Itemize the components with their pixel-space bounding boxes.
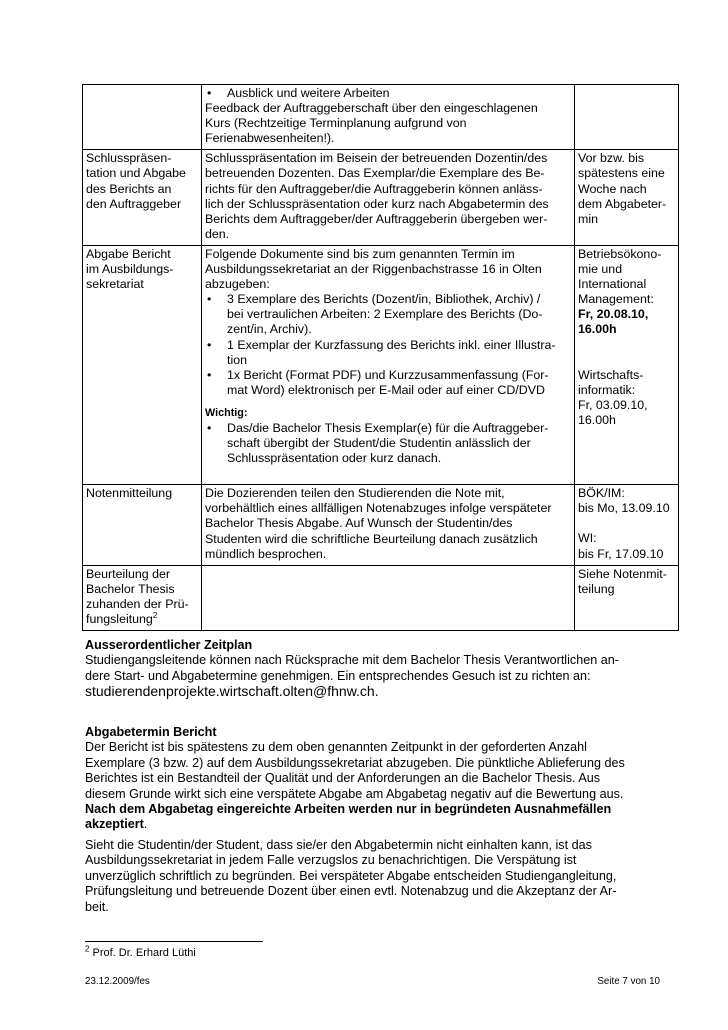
table-cell-description: Folgende Dokumente sind bis zum genannten Termin im Ausbildungssekretariat an der Riggenbachstrasse 16 in Olten abzugeben: • 3 Exemplare des Berichts (Dozent/in, Bibliothek, Archiv) / bei vertraulichen Arbeiten: 2 Exemplare des Berichts (Do- zent/in, Archiv). • 1 Exemplar der Kurzfassung des Berichts inkl. einer Illustra- tion • 1x Bericht (Format PDF) und Kurzzusammenfassung (For- mat Word) elektronisch per E-Mail oder auf einer CD/DVD Wichtig: • Das/die Bachelor Thesis Exemplar(e) für die Auftraggeber- schaft übergibt der Student/die Studentin anlässlich der Schlusspräsentation oder kurz danach.: [202, 245, 575, 484]
text-line: Kurs (Rechtzeitige Terminplanung aufgrund von: [205, 116, 467, 131]
footer-date: 23.12.2009/fes: [85, 976, 150, 987]
table-row: [83, 150, 679, 246]
section-submission-deadline: Abgabetermin Bericht Der Bericht ist bis spätestens zu dem oben genannten Zeitpunkt in der geforderten Anzahl Exemplare (3 bzw. 2) auf dem Ausbildungssekretariat abzugeben. Die pünktliche Ablieferung des Berichtes ist ein Bestandteil der Qualität und der Anforderungen an die Bachelor Thesis. Aus diesem Grunde wirkt sich eine verspätete Abgabe am Abgabetag negativ auf die Bewertung aus. Nach dem Abgabetag eingereichte Arbeiten werden nur in begründeten Ausnahmefällen akzeptiert.: [85, 725, 685, 833]
table-cell-description: Die Dozierenden teilen den Studierenden die Note mit, vorbehältlich eines allfälligen Notenabzuges infolge verspäteter Bachelor Thesis Abgabe. Auf Wunsch der Studentin/des Studenten wird die schriftliche Beurteilung danach zusätzlich mündlich besprochen.: [202, 485, 575, 565]
bullet-continuation: mat Word) elektronisch per E-Mail oder auf einer CD/DVD: [227, 382, 545, 397]
table-cell-deadline: Vor bzw. bis spätestens eine Woche nach dem Abgabeter- min: [575, 150, 679, 246]
table-cell-activity: Beurteilung der Bachelor Thesis zuhanden der Prü- fungsleitung$^2$: [83, 565, 202, 630]
section-extraordinary-schedule: Ausserordentlicher Zeitplan Studiengangsleitende können nach Rücksprache mit dem Bachelor Thesis Verantwortlichen an- dere Start- und Abgabetermine genehmigen. Ein entsprechendes Gesuch ist zu richten an: studierendenprojekte.wirtschaft.olten@fhnw.ch.: [85, 638, 685, 700]
footnote-ref: 2: [152, 610, 158, 620]
table-cell-deadline: BÖK/IM: bis Mo, 13.09.10 WI: bis Fr, 17.09.10: [575, 485, 679, 565]
bullet-item: • Das/die Bachelor Thesis Exemplar(e) für die Auftraggeber-: [207, 420, 549, 435]
table-row: [83, 85, 679, 150]
table-cell-activity: Schlusspräsen- tation und Abgabe des Berichts an den Auftraggeber: [83, 150, 202, 246]
table-cell-description: [202, 85, 575, 150]
footnote-separator: [85, 941, 263, 942]
table-cell-description: Schlusspräsentation im Beisein der betreuenden Dozentin/des betreuenden Dozenten. Das Exemplar/die Exemplare des Be- richts für den Auftraggeber/die Auftraggeberin können anläss- lich der Schlusspräsentation oder kurz nach Abgabetermin des Berichts dem Auftraggeber/der Auftraggeberin übergeben wer- den.: [202, 150, 575, 246]
table-row: [83, 485, 679, 565]
table-cell-activity: Notenmitteilung: [83, 485, 202, 565]
table-cell-deadline: [575, 85, 679, 150]
footnote: $^2$ Prof. Dr. Erhard Lüthi: [85, 944, 196, 959]
email-address[interactable]: studierendenprojekte.wirtschaft.olten@fhnw.ch.: [85, 683, 379, 700]
table-cell-deadline: Betriebsökono- mie und International Management: Fr, 20.08.10, 16.00h Wirtschafts- informatik: Fr, 03.09.10, 16.00h: [575, 245, 679, 484]
table-row: [83, 245, 679, 484]
bullet-continuation: Schlusspräsentation oder kurz danach.: [227, 451, 442, 466]
bullet-continuation: schaft übergibt der Student/die Studentin anlässlich der: [227, 436, 531, 451]
text-line: Feedback der Auftraggeberschaft über den eingeschlagenen: [205, 101, 538, 116]
bullet-continuation: zent/in, Archiv).: [227, 322, 312, 337]
bullet-continuation: bei vertraulichen Arbeiten: 2 Exemplare des Berichts (Do-: [227, 307, 543, 322]
section-heading: Abgabetermin Bericht: [85, 725, 217, 739]
bold-notice: Nach dem Abgabetag eingereichte Arbeiten werden nur in begründeten Ausnahmefällen: [85, 802, 612, 817]
bullet-item: • 3 Exemplare des Berichts (Dozent/in, Bibliothek, Archiv) /: [207, 292, 541, 307]
section-late-notice: Sieht die Studentin/der Student, dass sie/er den Abgabetermin nicht einhalten kann, ist das Ausbildungssekretariat in jedem Falle verzugslos zu benachrichtigen. Die Verspätung ist unverzüglich schriftlich zu begründen. Bei verspäteter Abgabe entscheiden Studiengangleitung, Prüfungsleitung und betreuende Dozent über einen evtl. Notenabzug und die Akzeptanz der Ar- beit.: [85, 838, 617, 914]
bullet-item: • 1x Bericht (Format PDF) und Kurzzusammenfassung (For-: [207, 367, 549, 382]
table-cell-activity: Abgabe Bericht im Ausbildungs- sekretariat: [83, 245, 202, 484]
section-heading: Ausserordentlicher Zeitplan: [85, 638, 253, 652]
text-line: Ferienabwesenheiten!).: [205, 131, 335, 146]
bullet-item: • Ausblick und weitere Arbeiten: [207, 86, 390, 100]
note-label: Wichtig:: [205, 406, 248, 419]
table-cell-deadline: Siehe Notenmit- teilung: [575, 565, 679, 630]
bullet-item: • 1 Exemplar der Kurzfassung des Berichts inkl. einer Illustra-: [207, 337, 556, 352]
bold-notice: akzeptiert: [85, 817, 144, 832]
deadline-bold: 16.00h: [578, 322, 617, 337]
table-cell-description: [202, 565, 575, 630]
table-row: [83, 565, 679, 630]
deadline-bold: Fr, 20.08.10,: [578, 307, 649, 322]
table-cell-activity: [83, 85, 202, 150]
footer-page-number: Seite 7 von 10: [597, 976, 660, 987]
schedule-table: [82, 84, 679, 631]
bullet-continuation: tion: [227, 352, 247, 367]
